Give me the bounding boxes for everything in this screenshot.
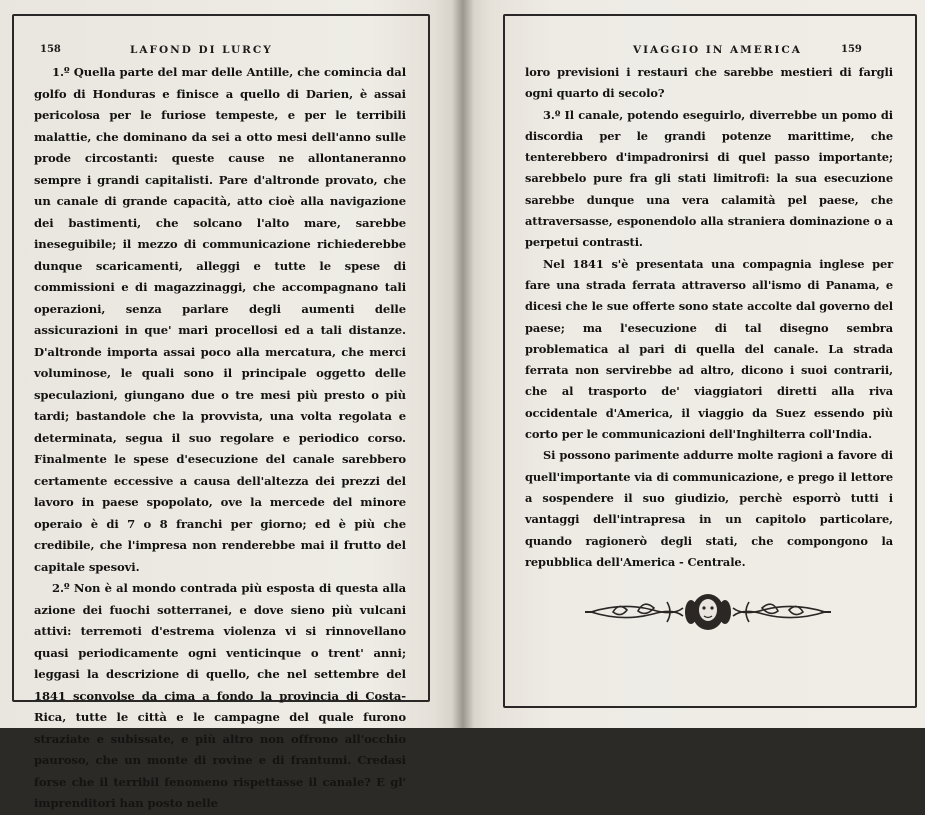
left-body-text xyxy=(34,62,406,815)
right-paragraph-3: Nel 1841 s'è presentata una compagnia inglese per fare una strada ferrata attraverso all'ismo di Panama, e dicesi che le sue offerte sono state accolte dal governo del paese; ma l'esecuzione di tal disegno sembra problematica al pari di quella del canale. La strada ferrata non servirebbe ad altro, dicono i suoi contrarii, che al trasporto de' viaggiatori diretti alla riva occidentale d'America, il viaggio da Suez essendo più corto per le communicazioni dell'Inghilterra coll'India. xyxy=(525,256,893,442)
right-page xyxy=(463,0,925,728)
left-page xyxy=(0,0,462,810)
left-running-head: LAFOND DI LURCY xyxy=(130,44,273,56)
right-page-number: 159 xyxy=(841,44,862,55)
right-paragraph-4: Si possono parimente addurre molte ragioni a favore di quell'importante via di communicazione, e prego il lettore a sospendere il suo giudizio, perchè esporrò tutti i vantaggi dell'intrapresa in un capitolo particolare, quando ragionerò degli stati, che compongono la repubblica dell'America - Centrale. xyxy=(525,448,893,569)
right-running-head: VIAGGIO IN AMERICA xyxy=(633,44,802,56)
left-paragraph-2: 2.º Non è al mondo contrada più esposta di questa alla azione dei fuochi sotterranei, e dove sieno più vulcani attivi: terremoti d'estrema violenza vi si rinnovellano quasi periodicamente ogni venticinque o trent' anni; leggasi la descrizione di quello, che nel settembre del 1841 sconvolse da cima a fondo la provincia di Costa-Rica, tutte le città e le campagne del quale furono straziate e subissate, e più altro non offrono all'occhio pauroso, che un monte di rovine e di frantumi. Credasi forse che il terribil fenomeno rispettasse il canale? E gl' imprenditori han posto nelle xyxy=(34,581,406,810)
left-page-number: 158 xyxy=(40,44,61,55)
decorative-ornament-icon xyxy=(583,590,833,634)
right-paragraph-2: 3.º Il canale, potendo eseguirlo, diverrebbe un pomo di discordia per le grandi potenze marittime, che tenterebbero d'impadronirsi di quel passo importante; sarebbelo pure fra gli stati limitrofi: la sua esecuzione sarebbe dunque una vera calamità pel paese, che attraversasse, esponendolo alla straniera dominazione o a perpetui contrasti. xyxy=(525,107,893,250)
left-paragraph-1: 1.º Quella parte del mar delle Antille, che comincia dal golfo di Honduras e finisce a quello di Darien, è assai pericolosa per le furiose tempeste, e per le terribili malattie, che dominano da sei a otto mesi dell'anno sulle prode circostanti: queste cause ne allontaneranno sempre i grandi capitalisti. Pare d'altronde provato, che un canale di grande capacità, atto cioè alla navigazione dei bastimenti, che solcano l'alto mare, sarebbe ineseguibile; il mezzo di communicazione richiederebbe dunque scaricamenti, alleggi e tutte le spese di commissioni e di magazzinaggi, che accompagnano tali operazioni, senza parlare degli aumenti delle assicurazioni in que' mari procellosi ed a tali distanze. D'altronde importa assai poco alla mercatura, che merci voluminose, le quali sono il principale oggetto delle speculazioni, giungano due o tre mesi più presto o più tardi; bastandole che la provvista, una volta regolata e determinata, segua il suo regolare e periodico corso. Finalmente le spese d'esecuzione del canale sarebbero certamente eccessive a causa dell'altezza dei prezzi del lavoro in paese spopolato, ove la mercede del minore operaio è di 7 o 8 franchi per giorno; ed è più che credibile, che l'impresa non renderebbe mai il frutto del capitale spesovi. xyxy=(34,65,406,574)
right-paragraph-1: loro previsioni i restauri che sarebbe mestieri di fargli ogni quarto di secolo? xyxy=(525,65,893,101)
right-body-text xyxy=(525,62,893,573)
